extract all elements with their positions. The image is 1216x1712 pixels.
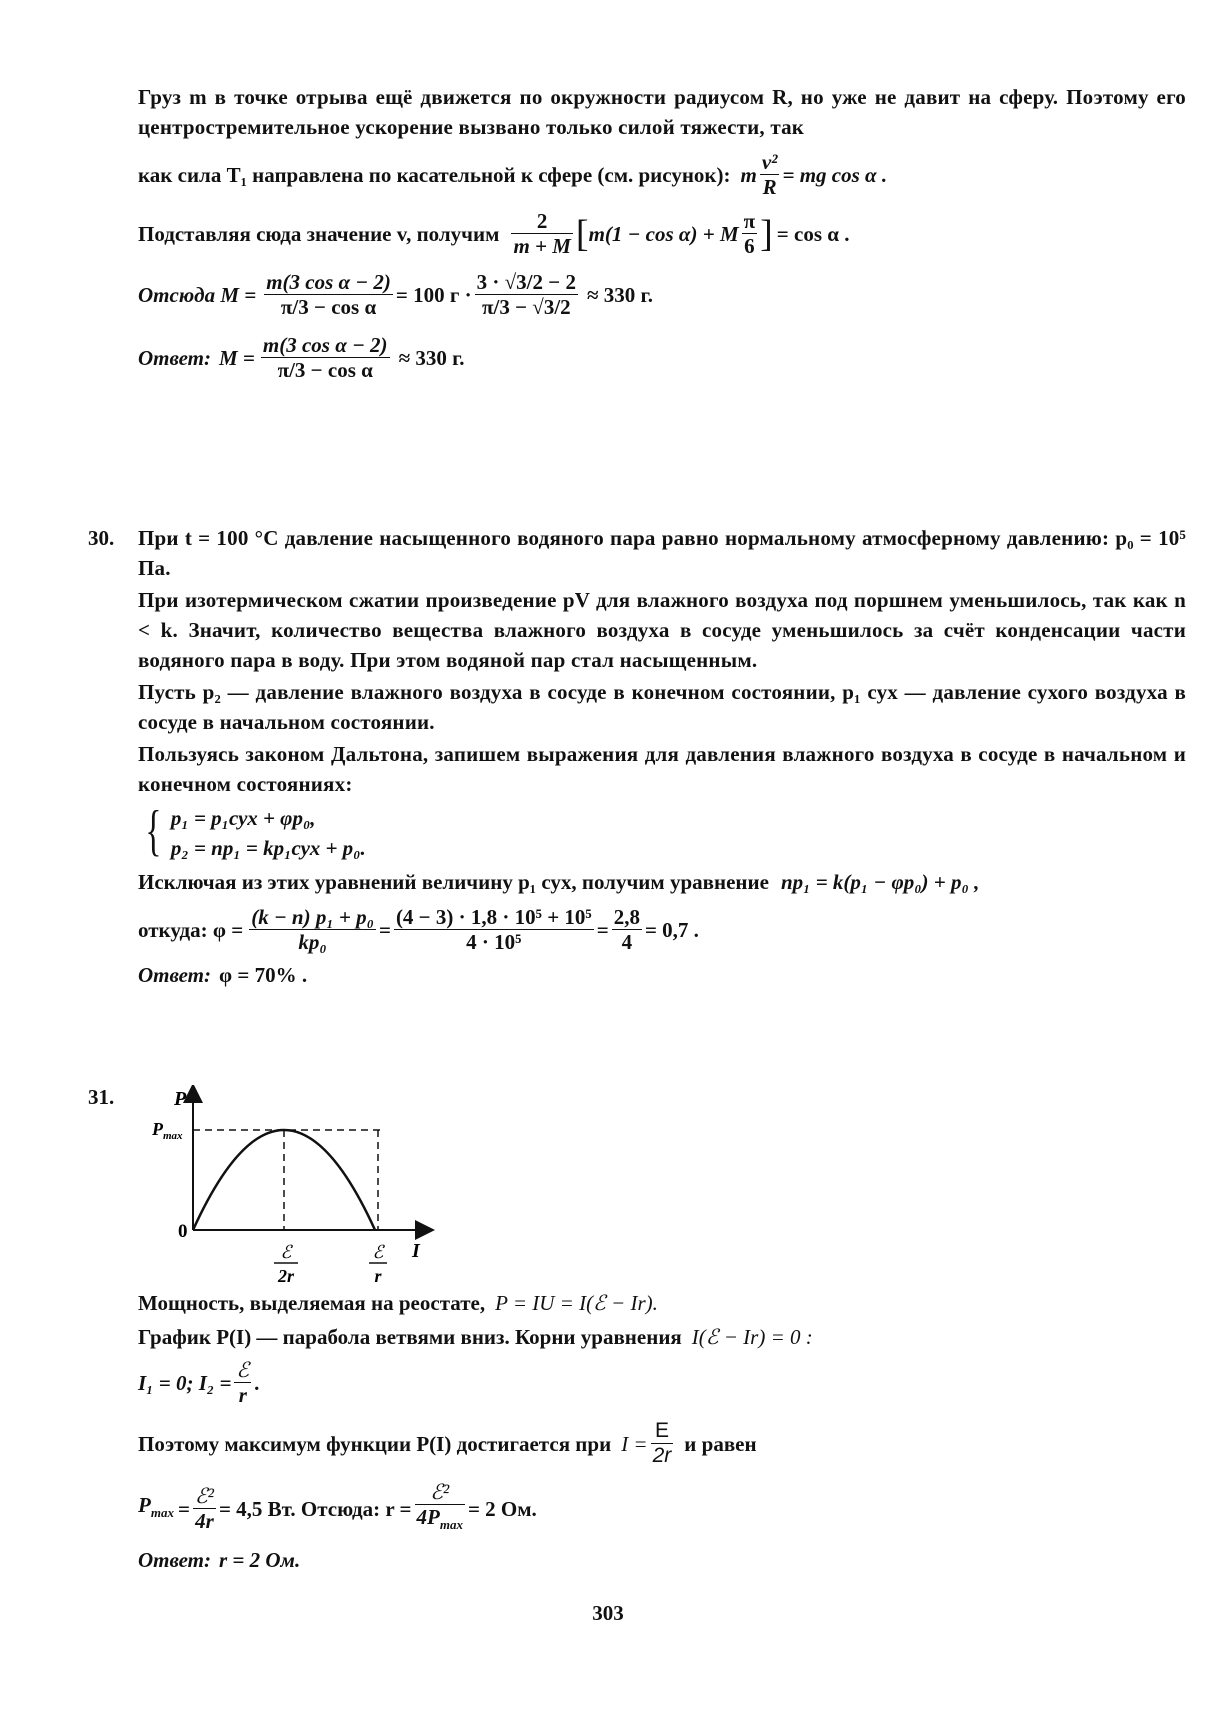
x-tick-2-denominator: r [374, 1266, 382, 1285]
problem-number: 30. [88, 526, 115, 550]
fraction-denominator [415, 1505, 465, 1537]
y-tick-label [151, 1119, 183, 1142]
fraction-denominator: 2r [652, 1444, 672, 1467]
paragraph-text: График P(I) — парабола ветвями вниз. Корни уравнения [138, 1325, 682, 1349]
formula-term: P = IU = I(ℰ − Ir). [495, 1291, 658, 1315]
fraction [415, 1480, 465, 1537]
fraction [234, 1358, 251, 1407]
formula-line [138, 270, 1186, 319]
x-tick-1-denominator: 2r [277, 1266, 295, 1285]
fraction [475, 270, 578, 319]
formula-line [138, 1322, 1186, 1352]
formula-term: I₁ = 0; I₂ = [138, 1370, 232, 1395]
fraction [612, 905, 642, 954]
fraction-denominator: π/3 − √3/2 [481, 295, 571, 319]
x-axis-label: I [412, 1240, 420, 1262]
formula-term: ≈ 330 г. [587, 282, 653, 307]
fraction-numerator: 3 · √3/2 − 2 [476, 270, 576, 294]
fraction [264, 270, 393, 319]
x-tick-2-numerator: ℰ [372, 1242, 384, 1262]
paragraph-text: Мощность, выделяемая на реостате, [138, 1291, 486, 1315]
fraction-numerator: m(3 cos α − 2) [262, 333, 388, 357]
fraction-numerator: ℰ² [415, 1480, 465, 1505]
formula-term: np₁ = k(p₁ − φp₀) + p₀ , [780, 870, 980, 894]
answer-label: Ответ: [138, 345, 211, 370]
fraction-numerator: 2 [511, 209, 572, 234]
bracket-open: [ [575, 212, 589, 255]
formula-line [138, 209, 1186, 258]
fraction [651, 1419, 674, 1468]
bracket-close: ] [760, 212, 773, 255]
p-max-symbol: P [138, 1492, 151, 1517]
fraction-denominator: 6 [744, 234, 755, 258]
fraction-numerator: 2,8 [613, 905, 640, 929]
answer-line [138, 1545, 1186, 1575]
formula-line [138, 1419, 1186, 1468]
fraction-numerator: (4 − 3) · 1,8 · 10⁵ + 10⁵ [395, 905, 592, 929]
paragraph-text: Исключая из этих уравнений величину p₁ сух, получим уравнение [138, 870, 769, 894]
denominator-subscript: max [439, 1517, 463, 1533]
formula-term: I = [621, 1431, 648, 1456]
formula-term: M = [219, 345, 255, 370]
formula-term: = 0,7 . [644, 917, 699, 942]
power-graph [140, 1085, 440, 1285]
answer-label: Ответ: [138, 963, 211, 987]
equation: p₂ = np₁ = kp₁сух + p₀. [170, 836, 366, 860]
fraction-numerator: E [651, 1419, 674, 1444]
fraction-denominator: m + M [513, 234, 571, 258]
equation-list [171, 803, 366, 863]
formula-term: m(1 − cos α) + M [588, 221, 739, 246]
equation-system [140, 800, 1186, 863]
formula-term: = cos α . [776, 221, 850, 246]
formula-line [138, 1480, 1186, 1537]
y-tick-subscript: max [163, 1130, 183, 1142]
fraction-numerator: ℰ [236, 1358, 250, 1382]
paragraph: Груз m в точке отрыва ещё движется по окружности радиусом R, но уже не давит на сферу. Поэтому его центростремительное ускорение вызвано только силой тяжести, так [138, 85, 1186, 139]
formula-line [138, 1288, 1186, 1318]
paragraph-text: откуда: φ = [138, 917, 244, 942]
formula-term [138, 1490, 174, 1528]
fraction-denominator: r [238, 1383, 247, 1407]
paragraph: При t = 100 °C давление насыщенного водяного пара равно нормальному атмосферному давлению: p₀ = 10⁵ Па. [138, 526, 1186, 580]
answer-line [138, 333, 1186, 382]
fraction [249, 905, 376, 954]
brace-icon: { [145, 800, 162, 862]
y-axis-label: P [174, 1088, 187, 1110]
answer-value: r = 2 Ом. [219, 1548, 301, 1573]
p-max-subscript: max [150, 1504, 174, 1520]
formula-term: = 4,5 Вт. Отсюда: r = [218, 1496, 412, 1521]
formula-term: ≈ 330 г. [398, 345, 465, 370]
formula-line [138, 1358, 1186, 1407]
fraction [193, 1484, 216, 1533]
paragraph: При изотермическом сжатии произведение pV для влажного воздуха под поршнем уменьшилось, так как n < k. Значит, количество вещества влажного воздуха в сосуде уменьшилось за счёт конденсации части водяного пара в воду. При этом водяной пар стал насыщенным. [138, 588, 1186, 672]
equals-sign: = [177, 1496, 190, 1521]
fraction-denominator: kp₀ [298, 930, 327, 954]
fraction-numerator: v² [761, 150, 778, 174]
paragraph-text: как сила T₁ направлена по касательной к сфере (см. рисунок): [138, 162, 731, 187]
problem-31-block [138, 1288, 1186, 1575]
formula-line [138, 905, 1186, 954]
origin-label: 0 [178, 1221, 188, 1242]
formula-term: = mg cos α . [782, 162, 888, 187]
problem-29-block [138, 82, 1186, 382]
paragraph: Пусть p₂ — давление влажного воздуха в сосуде в конечном состоянии, p₁ сух — давление сухого воздуха в сосуде в начальном состоянии. [138, 680, 1186, 734]
problem-30-block [138, 523, 1186, 990]
fraction-denominator: π/3 − cos α [280, 295, 377, 319]
fraction-denominator: 4 [621, 930, 633, 954]
x-tick-1-numerator: ℰ [280, 1242, 292, 1262]
denominator-text: 4P [416, 1505, 440, 1529]
equals-sign: = [596, 917, 609, 942]
fraction-numerator: (k − n) p₁ + p₀ [251, 905, 374, 929]
equals-sign: = [378, 917, 391, 942]
answer-line [138, 960, 1186, 990]
formula-term: = 100 г · [395, 282, 472, 307]
fraction-numerator: π [743, 209, 756, 233]
paragraph-text: Подставляя сюда значение v, получим [138, 221, 500, 246]
fraction-denominator: 4r [195, 1509, 214, 1534]
formula-line [138, 150, 1186, 199]
fraction [394, 905, 594, 954]
formula-term: I(ℰ − Ir) = 0 : [691, 1325, 813, 1349]
fraction [511, 209, 572, 258]
paragraph-text: Поэтому максимум функции P(I) достигается при [138, 1431, 612, 1456]
paragraph-text: Отсюда M = [138, 282, 257, 307]
fraction-numerator: ℰ² [194, 1484, 214, 1509]
y-tick-text: P [152, 1119, 163, 1139]
formula-line [138, 867, 1186, 897]
fraction-denominator: 4 · 10⁵ [466, 930, 522, 954]
fraction-denominator: π/3 − cos α [277, 358, 373, 382]
formula-term: = 2 Ом. [467, 1496, 537, 1521]
period: . [254, 1370, 260, 1395]
fraction-numerator: m(3 cos α − 2) [266, 270, 391, 294]
formula-term: m [740, 162, 757, 187]
fraction [261, 333, 390, 382]
paragraph: Пользуясь законом Дальтона, запишем выражения для давления влажного воздуха в сосуде в начальном и конечном состояниях: [138, 742, 1186, 796]
problem-number: 31. [88, 1085, 115, 1109]
answer-label: Ответ: [138, 1548, 211, 1573]
page-number: 303 [592, 1601, 624, 1625]
fraction [760, 150, 780, 199]
fraction-denominator: R [762, 175, 777, 199]
paragraph-text: и равен [684, 1431, 757, 1456]
equation: p₁ = p₁сух + φp₀, [170, 806, 316, 830]
answer-value: φ = 70% . [219, 963, 308, 987]
fraction [742, 209, 758, 258]
